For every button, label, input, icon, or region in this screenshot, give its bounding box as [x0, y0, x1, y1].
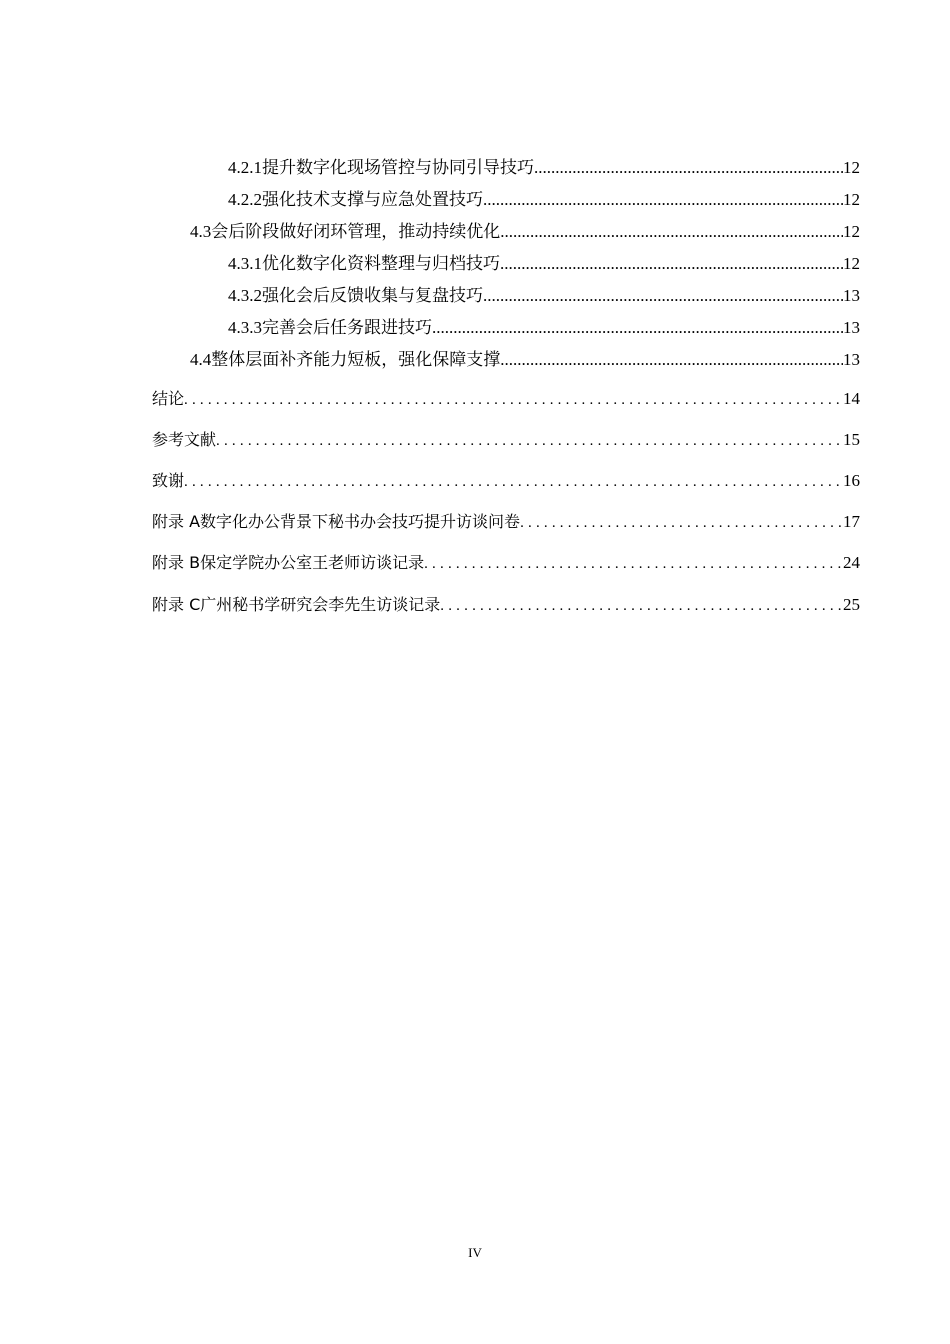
- dot-leader: [500, 222, 843, 242]
- toc-entry-title: 致谢: [152, 471, 185, 490]
- toc-entry-title: 整体层面补齐能力短板，强化保障支撑: [211, 350, 501, 369]
- toc-entry-prefix: 附录 C: [152, 595, 201, 614]
- toc-entry-4-4[interactable]: [190, 345, 860, 369]
- toc-entry-prefix: 附录 A: [152, 512, 201, 531]
- toc-entry-page: 13: [843, 286, 860, 305]
- toc-entry-references[interactable]: [152, 427, 860, 453]
- toc-entry-number: 4.3: [190, 222, 212, 241]
- toc-entry-4-3[interactable]: [190, 217, 860, 241]
- toc-entry-page: 15: [843, 430, 860, 449]
- toc-entry-title: 参考文献: [152, 430, 217, 449]
- dot-leader: [440, 598, 843, 615]
- dot-leader: [500, 254, 843, 274]
- toc-entry-title: 强化技术支撑与应急处置技巧: [262, 190, 483, 209]
- toc-entry-4-3-2[interactable]: [228, 281, 860, 305]
- dot-leader: [424, 556, 843, 573]
- toc-entry-number: 4.4: [190, 350, 212, 369]
- toc-entry-number: 4.3.2: [228, 286, 262, 305]
- toc-entry-prefix: 附录 B: [152, 553, 201, 572]
- toc-entry-page: 14: [843, 389, 860, 408]
- toc-entry-number: 4.3.3: [228, 318, 262, 337]
- toc-entry-page: 25: [843, 595, 860, 614]
- toc-entry-acknowledgements[interactable]: [152, 468, 860, 494]
- toc-entry-appendix-c[interactable]: [152, 592, 860, 618]
- toc-entry-title: 会后阶段做好闭环管理，推动持续优化: [211, 222, 501, 241]
- toc-entry-title: 优化数字化资料整理与归档技巧: [262, 254, 500, 273]
- toc-entry-number: 4.2.2: [228, 190, 262, 209]
- dot-leader: [483, 286, 843, 306]
- toc-entry-title: 强化会后反馈收集与复盘技巧: [262, 286, 483, 305]
- dot-leader: [184, 474, 843, 491]
- toc-entry-4-3-1[interactable]: [228, 249, 860, 273]
- dot-leader: [184, 392, 843, 409]
- dot-leader: [483, 190, 843, 210]
- toc-entry-4-3-3[interactable]: [228, 313, 860, 337]
- dot-leader: [216, 433, 843, 450]
- toc-entry-number: 4.3.1: [228, 254, 262, 273]
- toc-entry-appendix-b[interactable]: [152, 550, 860, 576]
- toc-entry-title: 提升数字化现场管控与协同引导技巧: [262, 158, 534, 177]
- toc-entry-appendix-a[interactable]: [152, 509, 860, 535]
- toc-entry-4-2-1[interactable]: [228, 153, 860, 177]
- toc-entry-page: 24: [843, 553, 860, 572]
- dot-leader: [534, 158, 843, 178]
- toc-entry-page: 12: [843, 190, 860, 209]
- toc-entry-title: 结论: [152, 389, 185, 408]
- dot-leader: [500, 350, 843, 370]
- dot-leader: [520, 515, 843, 532]
- toc-entry-page: 12: [843, 222, 860, 241]
- toc-entry-number: 4.2.1: [228, 158, 262, 177]
- toc-entry-page: 12: [843, 158, 860, 177]
- toc-entry-page: 16: [843, 471, 860, 490]
- page-number-footer: IV: [468, 1245, 482, 1260]
- toc-entry-title: 保定学院办公室王老师访谈记录: [200, 553, 425, 572]
- toc-entry-title: 数字化办公背景下秘书办会技巧提升访谈问卷: [200, 512, 521, 531]
- toc-entry-title: 广州秘书学研究会李先生访谈记录: [200, 595, 441, 614]
- toc-entry-page: 12: [843, 254, 860, 273]
- toc-entry-conclusion[interactable]: [152, 386, 860, 412]
- toc-entry-4-2-2[interactable]: [228, 185, 860, 209]
- toc-entry-page: 13: [843, 318, 860, 337]
- toc-entry-page: 17: [843, 512, 860, 531]
- toc-entry-title: 完善会后任务跟进技巧: [262, 318, 432, 337]
- toc-entry-page: 13: [843, 350, 860, 369]
- dot-leader: [432, 318, 843, 338]
